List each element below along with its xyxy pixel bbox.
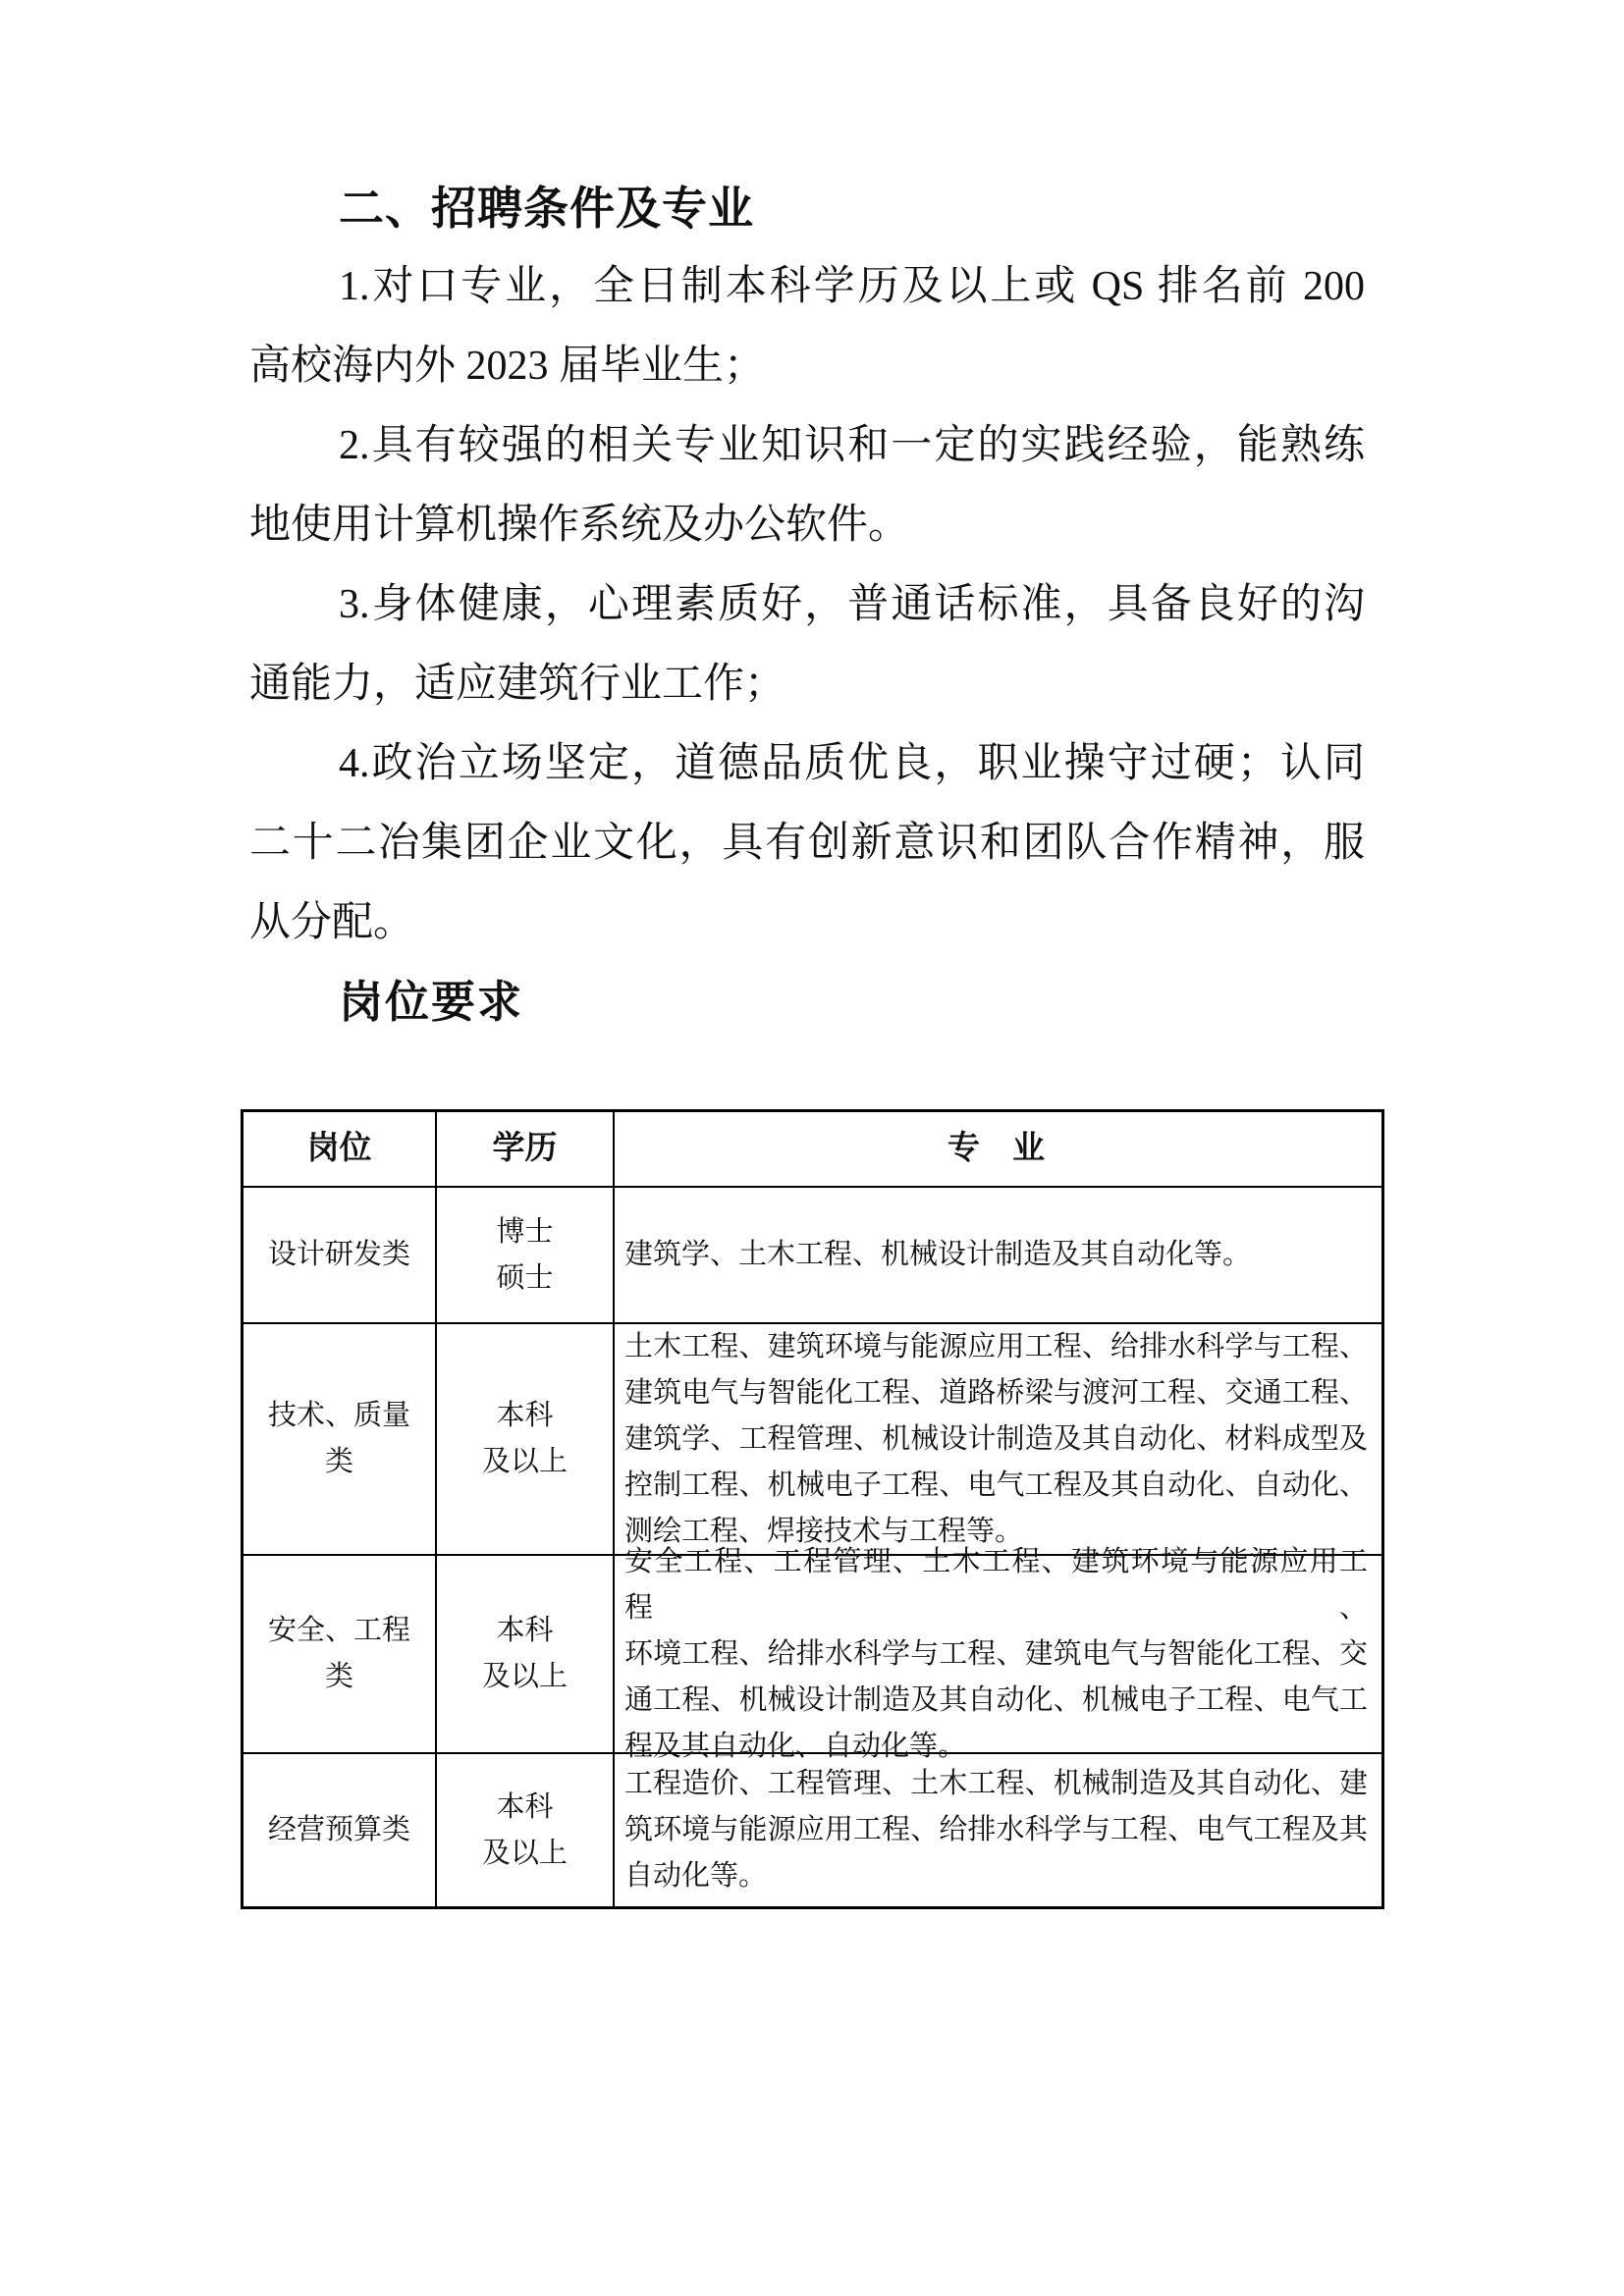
cell-line: 技术、质量 (267, 1400, 410, 1431)
body-line: 地使用计算机操作系统及办公软件。 (249, 503, 910, 548)
major-cell (615, 1188, 1381, 1322)
position-requirements-table (241, 1109, 1384, 1909)
table-row (244, 1545, 1381, 1762)
cell-line: 设计研发类 (267, 1239, 410, 1270)
cell-line: 及以上 (481, 1661, 568, 1692)
body-line: 从分配。 (249, 900, 415, 945)
cell-line: 经营预算类 (267, 1814, 410, 1845)
table-body (244, 1188, 1381, 1906)
body-line: 3.身体健康，心理素质好，普通话标准，具备良好的沟 (339, 582, 1365, 627)
body-paragraphs (249, 247, 1365, 963)
position-cell (244, 1556, 437, 1752)
body-line: 4.政治立场坚定，道德品质优良，职业操守过硬；认同 (339, 741, 1365, 786)
cell-line: 通工程、机械设计制造及其自动化、机械电子工程、电气工 (624, 1683, 1368, 1716)
cell-line: 土木工程、建筑环境与能源应用工程、给排水科学与工程、 (624, 1330, 1368, 1362)
table-row (244, 1752, 1381, 1906)
body-line: 通能力，适应建筑行业工作； (249, 662, 786, 707)
education-cell (437, 1324, 615, 1554)
position-cell (244, 1188, 437, 1322)
cell-line: 本科 (496, 1790, 554, 1823)
header-major: 专 业 (947, 1131, 1045, 1166)
cell-line: 自动化等。 (624, 1860, 768, 1892)
cell-line: 类 (324, 1446, 353, 1477)
cell-line: 程及其自动化、自动化等。 (624, 1730, 967, 1762)
body-line: 2.具有较强的相关专业知识和一定的实践经验，能熟练 (339, 423, 1365, 468)
table-caption: 岗位要求 (339, 978, 524, 1027)
cell-line: 环境工程、给排水科学与工程、建筑电气与智能化工程、交 (624, 1637, 1368, 1670)
cell-line: 硕士 (496, 1261, 554, 1294)
table-header-row (244, 1112, 1381, 1188)
body-line: 二十二冶集团企业文化，具有创新意识和团队合作精神，服 (249, 821, 1365, 866)
cell-line: 类 (324, 1661, 353, 1692)
education-cell (437, 1754, 615, 1906)
cell-line: 安全、工程 (267, 1615, 410, 1646)
major-cell (615, 1324, 1381, 1554)
cell-line: 本科 (496, 1615, 554, 1646)
cell-line: 建筑学、工程管理、机械设计制造及其自动化、材料成型及 (624, 1422, 1368, 1455)
header-position: 岗位 (244, 1112, 437, 1186)
cell-line: 测绘工程、焊接技术与工程等。 (624, 1515, 1024, 1547)
position-cell (244, 1324, 437, 1554)
cell-line: 筑环境与能源应用工程、给排水科学与工程、电气工程及其 (624, 1814, 1368, 1845)
major-cell (615, 1754, 1381, 1906)
header-education: 学历 (437, 1112, 615, 1186)
cell-line: 建筑学、土木工程、机械设计制造及其自动化等。 (624, 1239, 1252, 1270)
cell-line: 本科 (496, 1400, 554, 1431)
cell-line: 及以上 (481, 1837, 568, 1869)
education-cell (437, 1188, 615, 1322)
education-cell (437, 1556, 615, 1752)
cell-line: 安全工程、工程管理、土木工程、建筑环境与能源应用工程、 (624, 1545, 1368, 1624)
body-line: 高校海内外 2023 届毕业生； (249, 344, 766, 389)
table-row (244, 1322, 1381, 1554)
table-row (244, 1188, 1381, 1322)
major-cell (615, 1545, 1381, 1762)
cell-line: 博士 (496, 1215, 554, 1248)
body-line: 1.对口专业，全日制本科学历及以上或 QS 排名前 200 (339, 264, 1365, 309)
cell-line: 工程造价、工程管理、土木工程、机械制造及其自动化、建 (624, 1768, 1368, 1799)
cell-line: 控制工程、机械电子工程、电气工程及其自动化、自动化、 (624, 1468, 1368, 1501)
position-cell (244, 1754, 437, 1906)
section-heading: 二、招聘条件及专业 (339, 183, 754, 234)
cell-line: 及以上 (481, 1446, 568, 1477)
cell-line: 建筑电气与智能化工程、道路桥梁与渡河工程、交通工程、 (624, 1376, 1368, 1409)
